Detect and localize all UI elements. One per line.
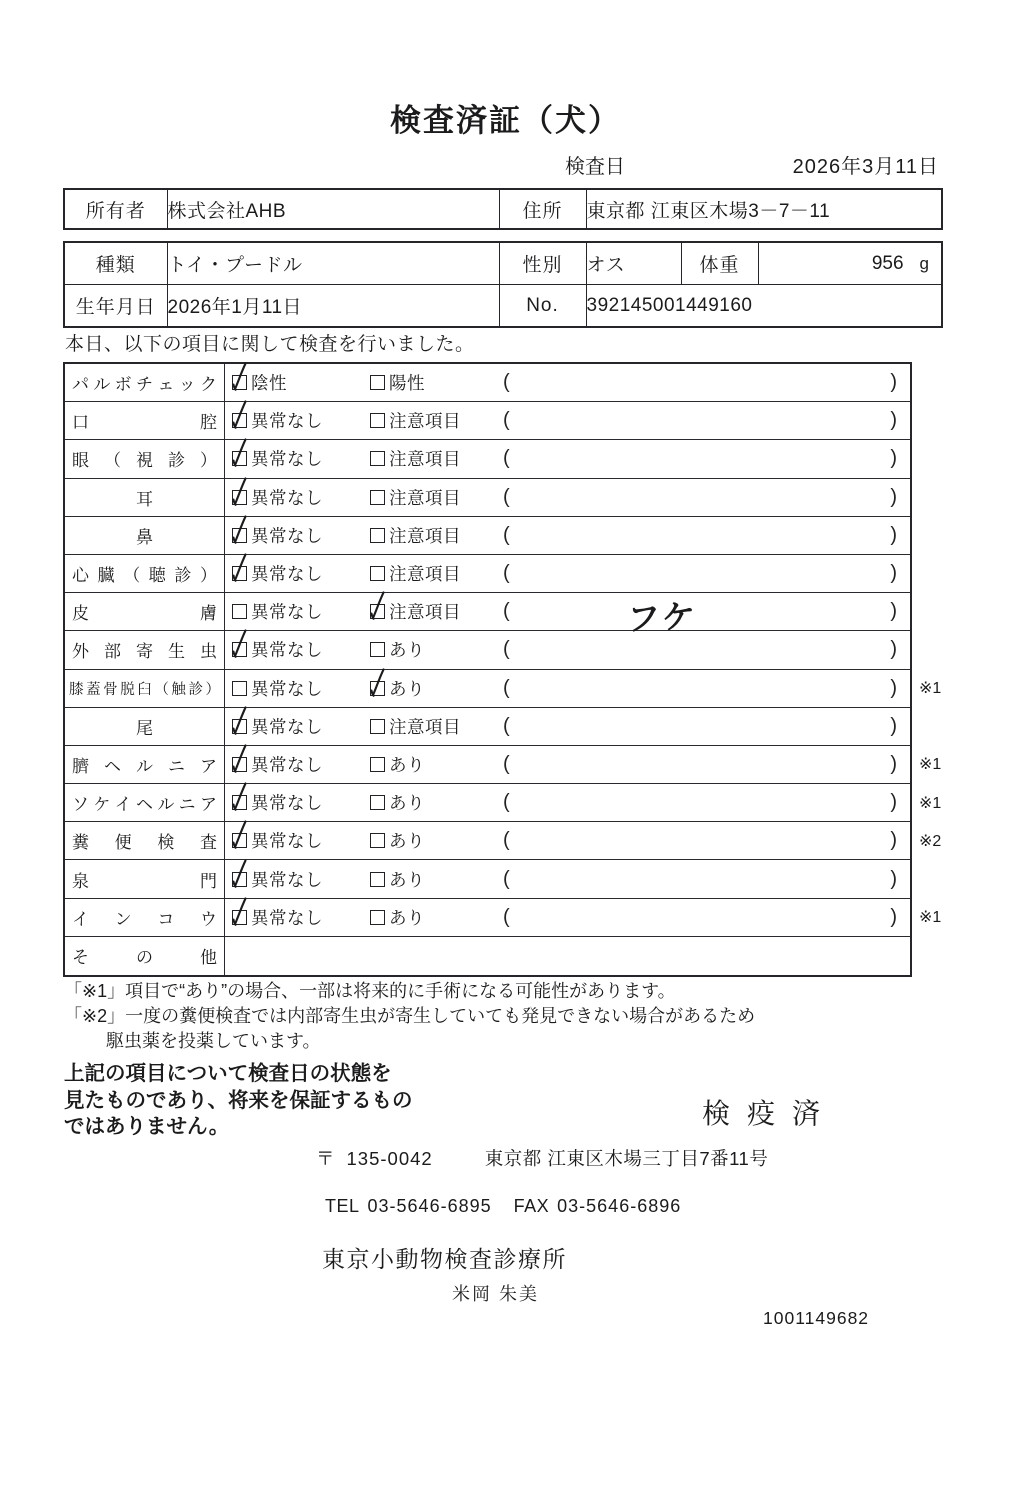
paren-open: ( xyxy=(503,600,510,623)
remarks-field xyxy=(503,791,897,814)
checkbox-empty-icon xyxy=(232,604,247,619)
paren-open: ( xyxy=(503,867,510,890)
unchecked-option xyxy=(370,485,503,510)
intro-sentence: 本日、以下の項目に関して検査を行いました。 xyxy=(65,334,475,355)
paren-close: ) xyxy=(890,905,897,928)
checkbox-empty-icon xyxy=(370,910,385,925)
paren-close: ) xyxy=(890,638,897,661)
row-result-cell xyxy=(225,517,910,554)
checkbox-empty-icon xyxy=(370,375,385,390)
checkbox-checked-icon xyxy=(232,490,247,505)
paren-open: ( xyxy=(503,409,510,432)
footnote-ref: ※2 xyxy=(919,832,942,850)
unchecked-option xyxy=(370,446,503,471)
checkbox-checked-icon xyxy=(232,413,247,428)
clinic-tel-row xyxy=(325,1196,681,1217)
checkbox-checked-icon xyxy=(232,528,247,543)
sex-value-cell: オス xyxy=(586,242,681,285)
unchecked-option xyxy=(370,867,503,892)
option-label: 陽性 xyxy=(389,373,425,394)
row-result-cell xyxy=(225,593,910,639)
checkbox-empty-icon xyxy=(370,451,385,466)
remarks-field xyxy=(503,371,897,394)
fax-label: FAX xyxy=(513,1196,550,1216)
option-label: 異常なし xyxy=(251,754,323,775)
row-label: 膝 蓋 骨 脱 臼 （ 触 診 ） xyxy=(65,670,225,707)
checklist-row xyxy=(65,364,910,402)
footnote-ref: ※1 xyxy=(919,794,942,812)
row-result-cell xyxy=(225,440,910,477)
paren-close: ) xyxy=(890,867,897,890)
animal-row-1 xyxy=(64,242,942,285)
unchecked-option xyxy=(370,905,503,930)
unchecked-option xyxy=(370,752,503,777)
row-label: 口 腔 xyxy=(65,402,225,439)
unchecked-option xyxy=(370,370,503,395)
remarks-field xyxy=(503,715,897,738)
option-label: 異常なし xyxy=(251,793,323,814)
remarks-field xyxy=(503,638,897,661)
row-result-cell xyxy=(225,631,910,668)
checkbox-checked-icon xyxy=(232,451,247,466)
fax-number: 03-5646-6896 xyxy=(557,1196,682,1216)
paren-close: ) xyxy=(890,752,897,775)
unchecked-option xyxy=(370,714,503,739)
paren-close: ) xyxy=(890,676,897,699)
option-label: 異常なし xyxy=(251,831,323,852)
option-label: 注意項目 xyxy=(389,525,461,546)
checkbox-empty-icon xyxy=(370,528,385,543)
row-label: パ ル ボ チ ェ ッ ク xyxy=(65,364,225,401)
option-label: 異常なし xyxy=(251,564,323,585)
checkbox-checked-icon xyxy=(232,719,247,734)
unchecked-option xyxy=(370,408,503,433)
checkbox-checked-icon xyxy=(232,795,247,810)
paren-open: ( xyxy=(503,905,510,928)
row-result-cell xyxy=(225,899,910,936)
unchecked-option xyxy=(370,637,503,662)
checklist-row xyxy=(65,517,910,555)
postal-mark: 〒 xyxy=(316,1148,335,1169)
address-label-cell: 住所 xyxy=(499,189,586,229)
disclaimer-paragraph xyxy=(64,1061,413,1141)
row-result-cell xyxy=(225,822,910,859)
address-value-cell: 東京都 江東区木場3－7－11 xyxy=(586,189,942,229)
row-result-cell xyxy=(225,670,910,707)
row-label: 眼 （ 視 診 ） xyxy=(65,440,225,477)
page-title: 検査済証（犬） xyxy=(390,103,621,138)
checkbox-empty-icon xyxy=(370,757,385,772)
postal-code: 135-0042 xyxy=(346,1148,433,1169)
checklist-row xyxy=(65,593,910,639)
option-label: 異常なし xyxy=(251,449,323,470)
paren-close: ) xyxy=(890,714,897,737)
paren-close: ) xyxy=(890,523,897,546)
weight-unit: g xyxy=(919,253,929,273)
owner-label-cell: 所有者 xyxy=(64,189,167,229)
option-label: 注意項目 xyxy=(389,449,461,470)
checked-option xyxy=(232,485,370,510)
checkbox-empty-icon xyxy=(370,833,385,848)
option-label: 注意項目 xyxy=(389,411,461,432)
owner-table xyxy=(63,188,943,230)
option-label: 異常なし xyxy=(251,869,323,890)
checked-option xyxy=(232,828,370,853)
unchecked-option xyxy=(370,828,503,853)
weight-label-cell: 体重 xyxy=(681,242,758,285)
checked-option xyxy=(232,714,370,739)
paren-close: ) xyxy=(890,791,897,814)
option-label: 異常なし xyxy=(251,716,323,737)
animal-table xyxy=(63,241,943,328)
checkbox-empty-icon xyxy=(370,642,385,657)
checkbox-empty-icon xyxy=(370,413,385,428)
checklist-row xyxy=(65,708,910,746)
footnotes xyxy=(64,979,755,1054)
option-label: あり xyxy=(389,640,425,661)
checkbox-checked-icon xyxy=(370,681,385,696)
row-label: 鼻 xyxy=(65,517,225,554)
paren-open: ( xyxy=(503,562,510,585)
paren-open: ( xyxy=(503,752,510,775)
exam-date-label: 検査日 xyxy=(565,156,625,178)
checked-option xyxy=(232,408,370,433)
clinic-address: 東京都 江東区木場三丁目7番11号 xyxy=(484,1148,769,1169)
paren-open: ( xyxy=(503,371,510,394)
no-value-cell: 392145001449160 xyxy=(586,285,942,328)
remarks-field xyxy=(503,447,897,470)
paren-open: ( xyxy=(503,485,510,508)
row-label: イ ン コ ウ xyxy=(65,899,225,936)
checklist-row xyxy=(65,440,910,478)
option-label: 異常なし xyxy=(251,411,323,432)
unchecked-option xyxy=(370,561,503,586)
row-label: 耳 xyxy=(65,479,225,516)
exam-date-row xyxy=(0,150,1011,178)
checkbox-checked-icon xyxy=(232,566,247,581)
quarantine-stamp: 検疫済 xyxy=(702,1098,838,1129)
footnote-ref: ※1 xyxy=(919,680,942,698)
disclaimer-line-3: ではありません。 xyxy=(64,1115,230,1138)
remarks-field xyxy=(503,588,897,639)
row-label: 皮 膚 xyxy=(65,593,225,630)
option-label: あり xyxy=(389,869,425,890)
option-label: 異常なし xyxy=(251,640,323,661)
checkbox-checked-icon xyxy=(370,604,385,619)
option-label: 注意項目 xyxy=(389,564,461,585)
weight-value-cell xyxy=(758,242,942,285)
handwritten-remark: フケ xyxy=(625,597,699,639)
option-label: あり xyxy=(389,907,425,928)
disclaimer-line-1: 上記の項目について検査日の状態を xyxy=(64,1062,392,1085)
animal-row-2 xyxy=(64,285,942,328)
row-result-cell xyxy=(225,479,910,516)
checked-option xyxy=(232,370,370,395)
checked-option xyxy=(232,905,370,930)
paren-open: ( xyxy=(503,829,510,852)
checkbox-empty-icon xyxy=(370,872,385,887)
row-result-cell xyxy=(225,937,910,975)
footnote-2-continued: 駆虫薬を投薬しています。 xyxy=(106,1031,321,1051)
checkbox-empty-icon xyxy=(370,795,385,810)
unchecked-option xyxy=(232,676,370,701)
paren-close: ) xyxy=(890,485,897,508)
remarks-field xyxy=(503,829,897,852)
paren-close: ) xyxy=(890,447,897,470)
checklist-row xyxy=(65,631,910,669)
paren-open: ( xyxy=(503,447,510,470)
footnote-1: 「※1」項目で“あり”の場合、一部は将来的に手術になる可能性があります。 xyxy=(64,981,676,1001)
checklist-row xyxy=(65,822,942,860)
checked-option xyxy=(232,561,370,586)
checked-option xyxy=(232,867,370,892)
birth-value-cell: 2026年1月11日 xyxy=(167,285,499,328)
paren-close: ) xyxy=(890,409,897,432)
checkbox-empty-icon xyxy=(370,490,385,505)
exam-date-value: 2026年3月11日 xyxy=(792,156,939,178)
tel-label: TEL xyxy=(325,1196,360,1216)
paren-open: ( xyxy=(503,714,510,737)
checkbox-checked-icon xyxy=(232,833,247,848)
checked-option xyxy=(232,446,370,471)
checked-option xyxy=(232,790,370,815)
remarks-field xyxy=(503,906,897,929)
option-label: 陰性 xyxy=(251,373,287,394)
remarks-field xyxy=(503,524,897,547)
row-result-cell xyxy=(225,860,910,897)
clinic-name: 東京小動物検査診療所 xyxy=(322,1246,567,1272)
checked-option xyxy=(232,637,370,662)
remarks-field xyxy=(503,677,897,700)
checklist-row xyxy=(65,670,942,708)
option-label: 異常なし xyxy=(251,907,323,928)
checkbox-checked-icon xyxy=(232,757,247,772)
footnote-ref: ※1 xyxy=(919,756,942,774)
row-label: 尾 xyxy=(65,708,225,745)
paren-open: ( xyxy=(503,638,510,661)
unchecked-option xyxy=(232,599,370,624)
row-result-cell xyxy=(225,708,910,745)
checklist-row xyxy=(65,937,910,975)
species-value-cell: トイ・プードル xyxy=(167,242,499,285)
veterinarian-name: 米岡 朱美 xyxy=(452,1284,540,1304)
owner-row xyxy=(64,189,942,229)
option-label: 異常なし xyxy=(251,525,323,546)
checklist-row xyxy=(65,899,942,937)
checkbox-checked-icon xyxy=(232,872,247,887)
row-label: 泉 門 xyxy=(65,860,225,897)
option-label: 異常なし xyxy=(251,678,323,699)
unchecked-option xyxy=(370,790,503,815)
row-label: ソ ケ イ ヘ ル ニ ア xyxy=(65,784,225,821)
option-label: あり xyxy=(389,831,425,852)
paren-close: ) xyxy=(890,562,897,585)
option-label: あり xyxy=(389,793,425,814)
checked-option xyxy=(370,676,503,701)
footnote-ref: ※1 xyxy=(919,909,942,927)
paren-open: ( xyxy=(503,676,510,699)
option-label: 異常なし xyxy=(251,487,323,508)
no-label-cell: No. xyxy=(499,285,586,328)
row-result-cell xyxy=(225,364,910,401)
checkbox-empty-icon xyxy=(370,719,385,734)
checkbox-checked-icon xyxy=(232,910,247,925)
footnote-2: 「※2」一度の糞便検査では内部寄生虫が寄生していても発見できない場合があるため xyxy=(64,1006,756,1026)
checklist-row xyxy=(65,746,942,784)
row-result-cell xyxy=(225,746,910,783)
option-label: 注意項目 xyxy=(389,602,461,623)
row-label: 心 臓 （ 聴 診 ） xyxy=(65,555,225,592)
clinic-postal-row xyxy=(316,1145,768,1171)
remarks-field xyxy=(503,868,897,891)
checklist-row xyxy=(65,784,942,822)
row-label: 糞 便 検 査 xyxy=(65,822,225,859)
remarks-field xyxy=(503,486,897,509)
checklist-row xyxy=(65,402,910,440)
paren-open: ( xyxy=(503,791,510,814)
weight-value: 956 xyxy=(871,252,904,274)
owner-value-cell: 株式会社AHB xyxy=(167,189,499,229)
unchecked-option xyxy=(370,523,503,548)
checklist-row xyxy=(65,860,910,898)
checkbox-empty-icon xyxy=(232,681,247,696)
serial-number: 1001149682 xyxy=(763,1308,870,1328)
checkbox-checked-icon xyxy=(232,375,247,390)
option-label: 注意項目 xyxy=(389,716,461,737)
paren-close: ) xyxy=(890,600,897,623)
checklist-row xyxy=(65,479,910,517)
row-label: 外 部 寄 生 虫 xyxy=(65,631,225,668)
row-result-cell xyxy=(225,402,910,439)
option-label: 注意項目 xyxy=(389,487,461,508)
sex-label-cell: 性別 xyxy=(499,242,586,285)
row-label: そ の 他 xyxy=(65,937,225,975)
disclaimer-line-2: 見たものであり、将来を保証するもの xyxy=(64,1088,413,1112)
option-label: あり xyxy=(389,754,425,775)
paren-open: ( xyxy=(503,523,510,546)
row-result-cell xyxy=(225,784,910,821)
birth-label-cell: 生年月日 xyxy=(64,285,167,328)
paren-close: ) xyxy=(890,829,897,852)
remarks-field xyxy=(503,562,897,585)
checklist-table xyxy=(63,362,942,977)
checked-option xyxy=(232,523,370,548)
species-label-cell: 種類 xyxy=(64,242,167,285)
option-label: 異常なし xyxy=(251,602,323,623)
checkbox-empty-icon xyxy=(370,566,385,581)
paren-close: ) xyxy=(890,371,897,394)
checkbox-checked-icon xyxy=(232,642,247,657)
checked-option xyxy=(232,752,370,777)
row-label: 臍 ヘ ル ニ ア xyxy=(65,746,225,783)
remarks-field xyxy=(503,409,897,432)
remarks-field xyxy=(503,753,897,776)
tel-number: 03-5646-6895 xyxy=(367,1196,492,1216)
option-label: あり xyxy=(389,678,425,699)
